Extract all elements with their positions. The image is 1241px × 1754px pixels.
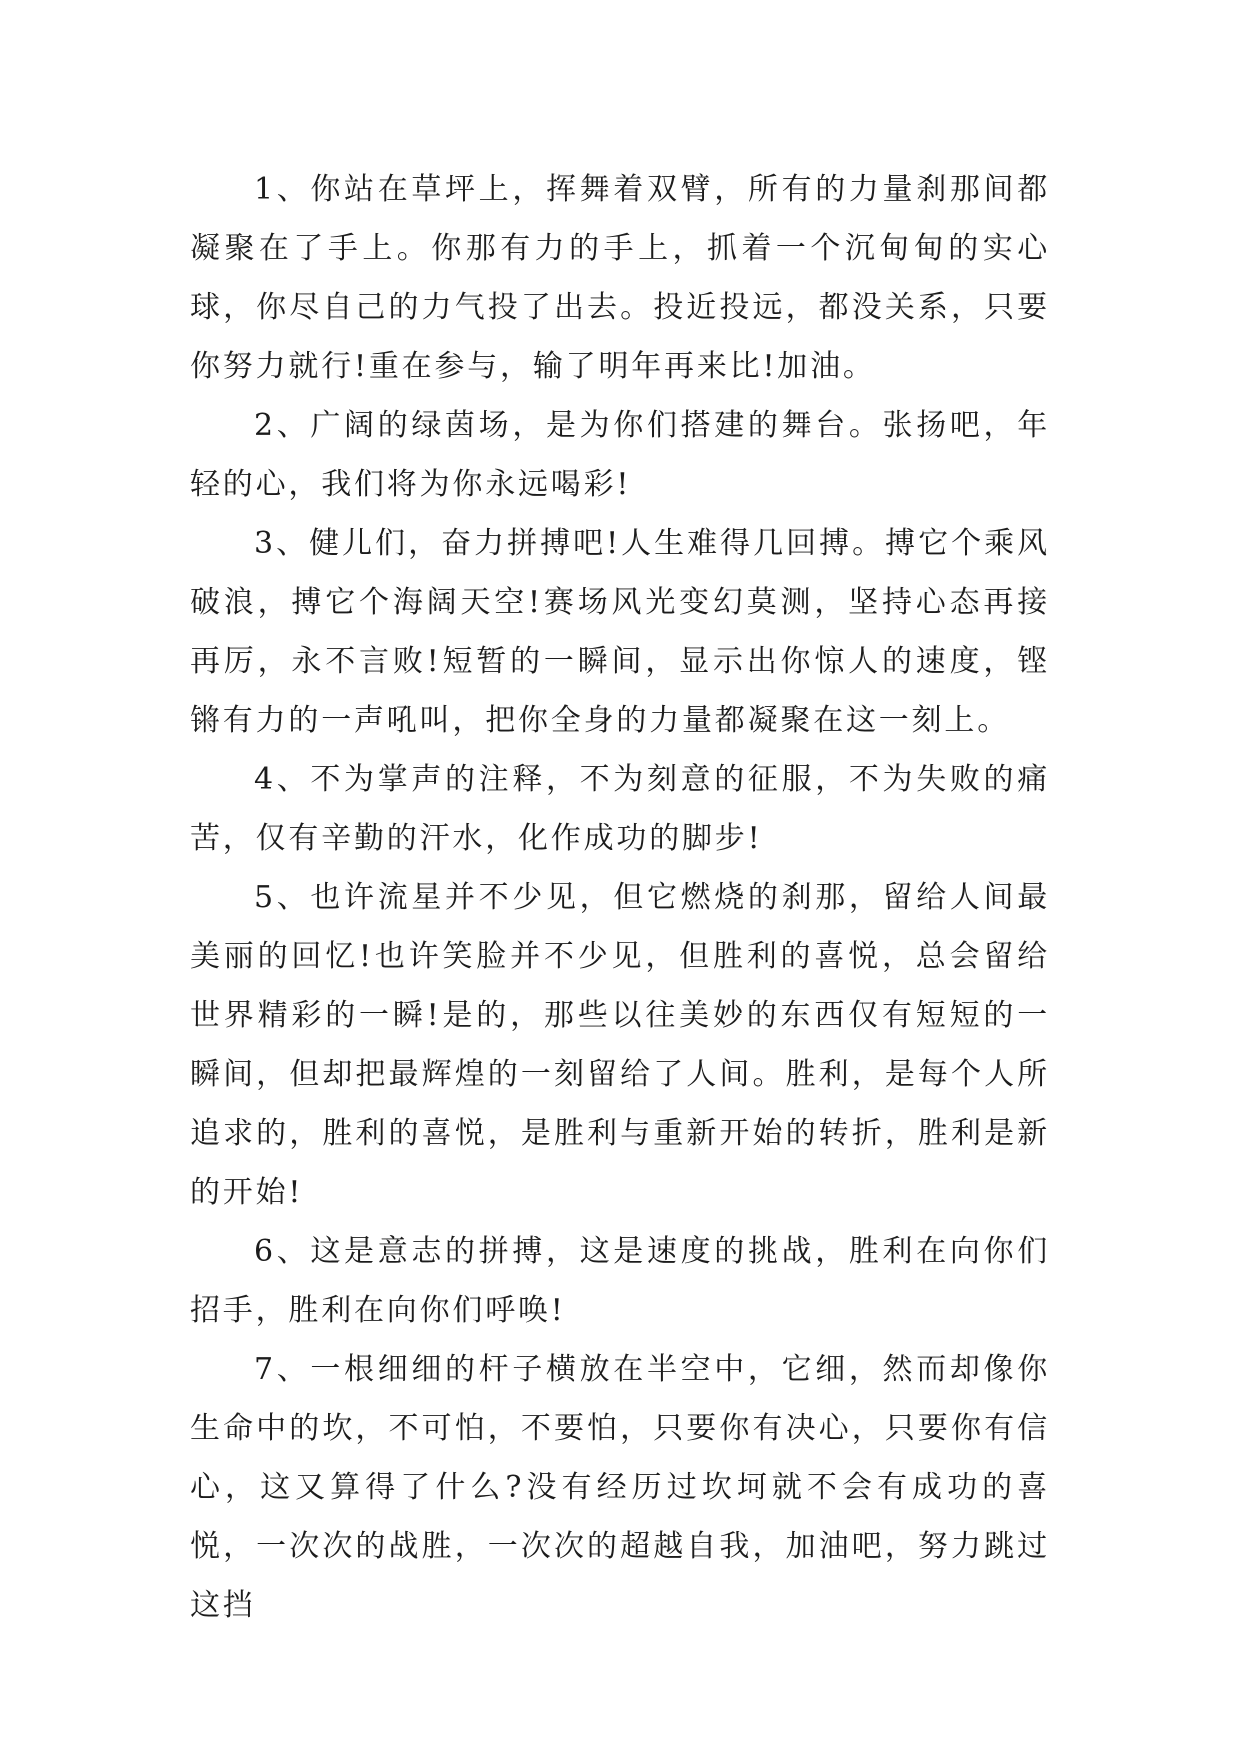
paragraph-6: 6、这是意志的拼搏，这是速度的挑战，胜利在向你们招手，胜利在向你们呼唤! <box>190 1234 1050 1328</box>
paragraph-5: 5、也许流星并不少见，但它燃烧的刹那，留给人间最美丽的回忆!也许笑脸并不少见，但胜利的喜悦，总会留给世界精彩的一瞬!是的，那些以往美妙的东西仅有短短的一瞬间，但却把最辉煌的一刻留给了人间。胜利，是每个人所追求的，胜利的喜悦，是胜利与重新开始的转折，胜利是新的开始! <box>190 880 1050 1210</box>
paragraph-2: 2、广阔的绿茵场，是为你们搭建的舞台。张扬吧，年轻的心，我们将为你永远喝彩! <box>190 408 1050 502</box>
paragraph-1: 1、你站在草坪上，挥舞着双臂，所有的力量刹那间都凝聚在了手上。你那有力的手上，抓着一个沉甸甸的实心球，你尽自己的力气投了出去。投近投远，都没关系，只要你努力就行!重在参与，输了明年再来比!加油。 <box>190 172 1050 384</box>
paragraph-7: 7、一根细细的杆子横放在半空中，它细，然而却像你生命中的坎，不可怕，不要怕，只要你有决心，只要你有信心，这又算得了什么?没有经历过坎坷就不会有成功的喜悦，一次次的战胜，一次次的超越自我，加油吧，努力跳过这挡 <box>190 1352 1050 1623</box>
paragraph-3: 3、健儿们，奋力拼搏吧!人生难得几回搏。搏它个乘风破浪，搏它个海阔天空!赛场风光变幻莫测，坚持心态再接再厉，永不言败!短暂的一瞬间，显示出你惊人的速度，铿锵有力的一声吼叫，把你全身的力量都凝聚在这一刻上。 <box>190 526 1050 738</box>
paragraph-4: 4、不为掌声的注释，不为刻意的征服，不为失败的痛苦，仅有辛勤的汗水，化作成功的脚步! <box>190 762 1050 856</box>
document-body <box>190 160 1050 1635</box>
